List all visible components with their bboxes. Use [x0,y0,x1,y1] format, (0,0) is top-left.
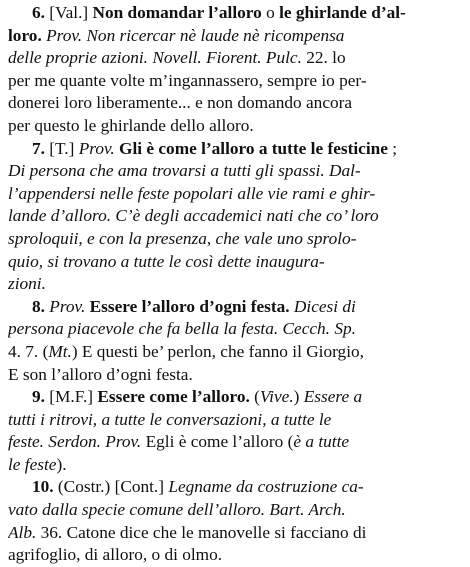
italic-text: vato dalla specie comune dell’alloro. Bart. Arch. [8,500,346,520]
roman-text: 22. lo [306,48,346,68]
roman-text: o [266,3,280,22]
roman-text: [M.F.] [49,387,98,407]
entry-heading-line [8,2,462,25]
italic-text: Dicesi di [293,296,356,316]
entry-text-line [8,454,462,477]
roman-text: [Val.] [49,3,93,22]
entry-text-line [8,522,462,545]
italic-text: l’appendersi nelle feste popolari alle vie rami e ghir- [8,183,376,203]
entry-text-line [8,25,462,48]
dictionary-entry [8,476,462,566]
entry-heading-line [8,386,462,409]
roman-text: agrifoglio, di alloro, o di olmo. [8,545,223,565]
roman-text: ) E questi be’ perlon, che fanno il Giorgio, [71,341,364,361]
entry-text-line [8,499,462,522]
roman-text: ; [387,138,398,158]
italic-text: Legname da costruzione ca- [168,477,364,497]
roman-text: (Costr.) [Cont.] [57,477,169,497]
dictionary-entry [8,386,462,476]
roman-text: E son l’alloro d’ogni festa. [8,364,193,384]
roman-text: ( [254,387,260,407]
roman-text: 4. 7. ( [8,341,49,361]
dictionary-entry [8,138,462,296]
italic-text: Essere a [303,387,363,407]
entry-text-line [8,183,462,206]
roman-text: per me quante volte m’ingannassero, sempre io per- [8,70,367,90]
italic-text: è a tutte [293,432,350,452]
entry-text-line [8,273,462,296]
italic-text: delle proprie azioni. Novell. Fiorent. Pulc. [8,48,307,68]
entry-text-line [8,70,462,93]
entry-text-line [8,341,462,364]
italic-text: feste. Serdon. Prov. [8,432,146,452]
roman-text: ). [56,454,67,474]
entry-text-line [8,409,462,432]
entry-text-line [8,318,462,341]
italic-text: le feste [8,454,57,474]
entry-text-line [8,251,462,274]
entry-text-line [8,544,462,567]
roman-text: donerei loro liberamente... e non domando ancora [8,93,353,113]
bold-text: 10. [32,477,58,497]
entries-container [8,2,462,567]
italic-text: Vive. [259,387,294,407]
italic-text: zioni. [8,274,46,294]
bold-text: 8. [32,296,50,316]
bold-text: loro. [8,25,47,45]
italic-text: lande d’alloro. C’è degli accademici nati che co’ loro [8,206,379,226]
bold-text: Essere come l’alloro. [97,387,255,407]
bold-text: Gli è come l’alloro a tutte le festicine [119,138,388,158]
italic-text: Prov. Non ricercar nè laude nè ricompensa [46,25,345,45]
entry-text-line [8,228,462,251]
bold-text: Essere l’alloro d’ogni festa. [89,296,294,316]
italic-text: Prov. [78,138,120,158]
italic-text: sproloquii, e con la presenza, che vale uno sprolo- [8,228,357,248]
italic-text: Alb. [8,522,41,542]
italic-text: persona piacevole che fa bella la festa. Cecch. Sp. [8,319,356,339]
roman-text: [T.] [49,138,79,158]
roman-text: Egli è come l’alloro ( [145,432,294,452]
bold-text: Non domandar l’alloro [92,3,267,22]
roman-text: per questo le ghirlande dello alloro. [8,115,254,135]
italic-text: tutti i ritrovi, a tutte le conversazioni, a tutte le [8,409,332,429]
entry-text-line [8,47,462,70]
roman-text: ) [293,387,304,407]
entry-heading-line [8,296,462,319]
entry-text-line [8,431,462,454]
entry-text-line [8,160,462,183]
entry-text-line [8,92,462,115]
bold-text: 7. [32,138,50,158]
italic-text: Di persona che ama trovarsi a tutti gli spassi. Dal- [8,161,361,181]
dictionary-entry [8,296,462,386]
entry-heading-line [8,138,462,161]
entry-text-line [8,115,462,138]
dictionary-entry [8,2,462,138]
italic-text: Prov. [49,296,90,316]
italic-text: Mt. [48,341,72,361]
bold-text: le ghirlande d’al- [279,3,406,22]
entry-text-line [8,205,462,228]
bold-text: 6. [32,3,50,22]
entry-text-line [8,364,462,387]
roman-text: 36. Catone dice che le manovelle si facciano di [40,522,367,542]
entry-heading-line [8,476,462,499]
italic-text: quio, si trovano a tutte le così dette inaugura- [8,251,325,271]
bold-text: 9. [32,387,50,407]
